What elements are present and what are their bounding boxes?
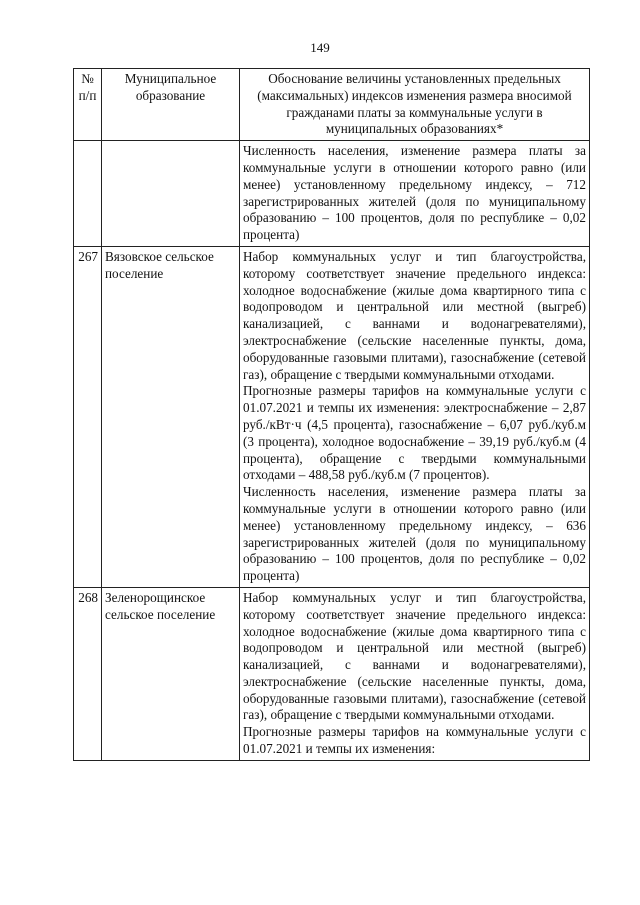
row-paragraph: Численность населения, изменение размера платы за коммунальные услуги в отношении которого равно (или менее) установленному предельному индексу, – 636 зарегистрированных жителей (доля по муниципальному образованию – 100 процентов, доля по республике – 0,02 процента) — [243, 484, 586, 584]
row-municipality — [102, 141, 240, 247]
row-number — [74, 141, 102, 247]
row-municipality: Вязовское сельское поселение — [102, 246, 240, 587]
row-paragraph: Прогнозные размеры тарифов на коммунальные услуги с 01.07.2021 и темпы их изменения: — [243, 724, 586, 757]
row-paragraph: Набор коммунальных услуг и тип благоустройства, которому соответствует значение предельного индекса: холодное водоснабжение (жилые дома квартирного типа с водопроводом и центральной или местной (выгреб) канализацией, с ваннами и водонагревателями), электроснабжение (сельские населенные пункты, дома, оборудованные газовыми плитами), газоснабжение (сетевой газ), обращение с твердыми коммунальными отходами. — [243, 589, 586, 723]
page-number: 149 — [310, 40, 330, 55]
row-paragraph: Численность населения, изменение размера платы за коммунальные услуги в отношении которого равно (или менее) установленному предельному индексу, – 712 зарегистрированных жителей (доля по муниципальному образованию – 100 процентов, доля по республике – 0,02 процента) — [243, 143, 586, 243]
table-header-row — [74, 69, 590, 141]
row-municipality: Зеленорощинское сельское поселение — [102, 587, 240, 760]
header-num: № п/п — [74, 69, 102, 141]
header-municipality: Муниципальное образование — [102, 69, 240, 141]
table-row — [74, 141, 590, 247]
row-number: 268 — [74, 587, 102, 760]
tariff-table — [73, 68, 590, 761]
row-justification — [240, 246, 590, 587]
row-paragraph: Набор коммунальных услуг и тип благоустройства, которому соответствует значение предельного индекса: холодное водоснабжение (жилые дома квартирного типа с водопроводом и центральной или местной (выгреб) канализацией, с ваннами и водонагревателями), электроснабжение (сельские населенные пункты, дома, оборудованные газовыми плитами), газоснабжение (сетевой газ), обращение с твердыми коммунальными отходами. — [243, 248, 586, 382]
row-number: 267 — [74, 246, 102, 587]
table-row — [74, 246, 590, 587]
row-justification — [240, 141, 590, 247]
table-row — [74, 587, 590, 760]
header-justification: Обоснование величины установленных предельных (максимальных) индексов изменения размера вносимой гражданами платы за коммунальные услуги в муниципальных образованиях* — [240, 69, 590, 141]
row-justification — [240, 587, 590, 760]
row-paragraph: Прогнозные размеры тарифов на коммунальные услуги с 01.07.2021 и темпы их изменения: электроснабжение – 2,87 руб./кВт·ч (4,5 процента), газоснабжение – 6,07 руб./куб.м (3 процента), холодное водоснабжение – 39,19 руб./куб.м (4 процента), обращение с твердыми коммунальными отходами – 488,58 руб./куб.м (7 процентов). — [243, 383, 586, 483]
